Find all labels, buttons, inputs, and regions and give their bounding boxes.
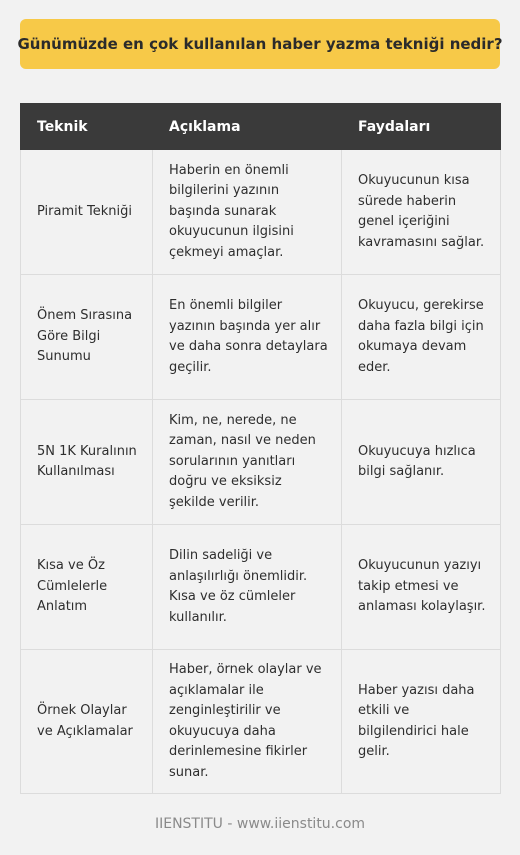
techniques-table bbox=[20, 103, 501, 794]
cell-technique: 5N 1K Kuralının Kullanılması bbox=[21, 400, 153, 525]
table-row bbox=[21, 150, 501, 275]
cell-benefit: Okuyucunun kısa sürede haberin genel içeriğini kavramasını sağlar. bbox=[342, 150, 501, 275]
cell-technique: Piramit Tekniği bbox=[21, 150, 153, 275]
cell-description: Haberin en önemli bilgilerini yazının başında sunarak okuyucunun ilgisini çekmeyi amaçlar. bbox=[153, 150, 342, 275]
table-row bbox=[21, 400, 501, 525]
cell-technique: Önem Sırasına Göre Bilgi Sunumu bbox=[21, 275, 153, 400]
cell-benefit: Okuyucu, gerekirse daha fazla bilgi için okumaya devam eder. bbox=[342, 275, 501, 400]
cell-description: Dilin sadeliği ve anlaşılırlığı önemlidir. Kısa ve öz cümleler kullanılır. bbox=[153, 525, 342, 650]
footer-credit: IIENSTITU - www.iienstitu.com bbox=[154, 816, 366, 832]
cell-benefit: Okuyucuya hızlıca bilgi sağlanır. bbox=[342, 400, 501, 525]
cell-description: En önemli bilgiler yazının başında yer alır ve daha sonra detaylara geçilir. bbox=[153, 275, 342, 400]
cell-description: Kim, ne, nerede, ne zaman, nasıl ve neden sorularının yanıtları doğru ve eksiksiz şekilde verilir. bbox=[153, 400, 342, 525]
table-row bbox=[21, 650, 501, 794]
cell-technique: Örnek Olaylar ve Açıklamalar bbox=[21, 650, 153, 794]
page-title: Günümüzde en çok kullanılan haber yazma tekniği nedir? bbox=[17, 35, 503, 53]
title-banner bbox=[17, 19, 503, 69]
table-header-row bbox=[21, 104, 501, 150]
cell-description: Haber, örnek olaylar ve açıklamalar ile zenginleştirilir ve okuyucuya daha derinlemesine fikirler sunar. bbox=[153, 650, 342, 794]
header-technique: Teknik bbox=[21, 104, 153, 150]
cell-benefit: Haber yazısı daha etkili ve bilgilendirici hale gelir. bbox=[342, 650, 501, 794]
cell-benefit: Okuyucunun yazıyı takip etmesi ve anlaması kolaylaşır. bbox=[342, 525, 501, 650]
header-description: Açıklama bbox=[153, 104, 342, 150]
table-row bbox=[21, 525, 501, 650]
cell-technique: Kısa ve Öz Cümlelerle Anlatım bbox=[21, 525, 153, 650]
table-row bbox=[21, 275, 501, 400]
header-benefits: Faydaları bbox=[342, 104, 501, 150]
